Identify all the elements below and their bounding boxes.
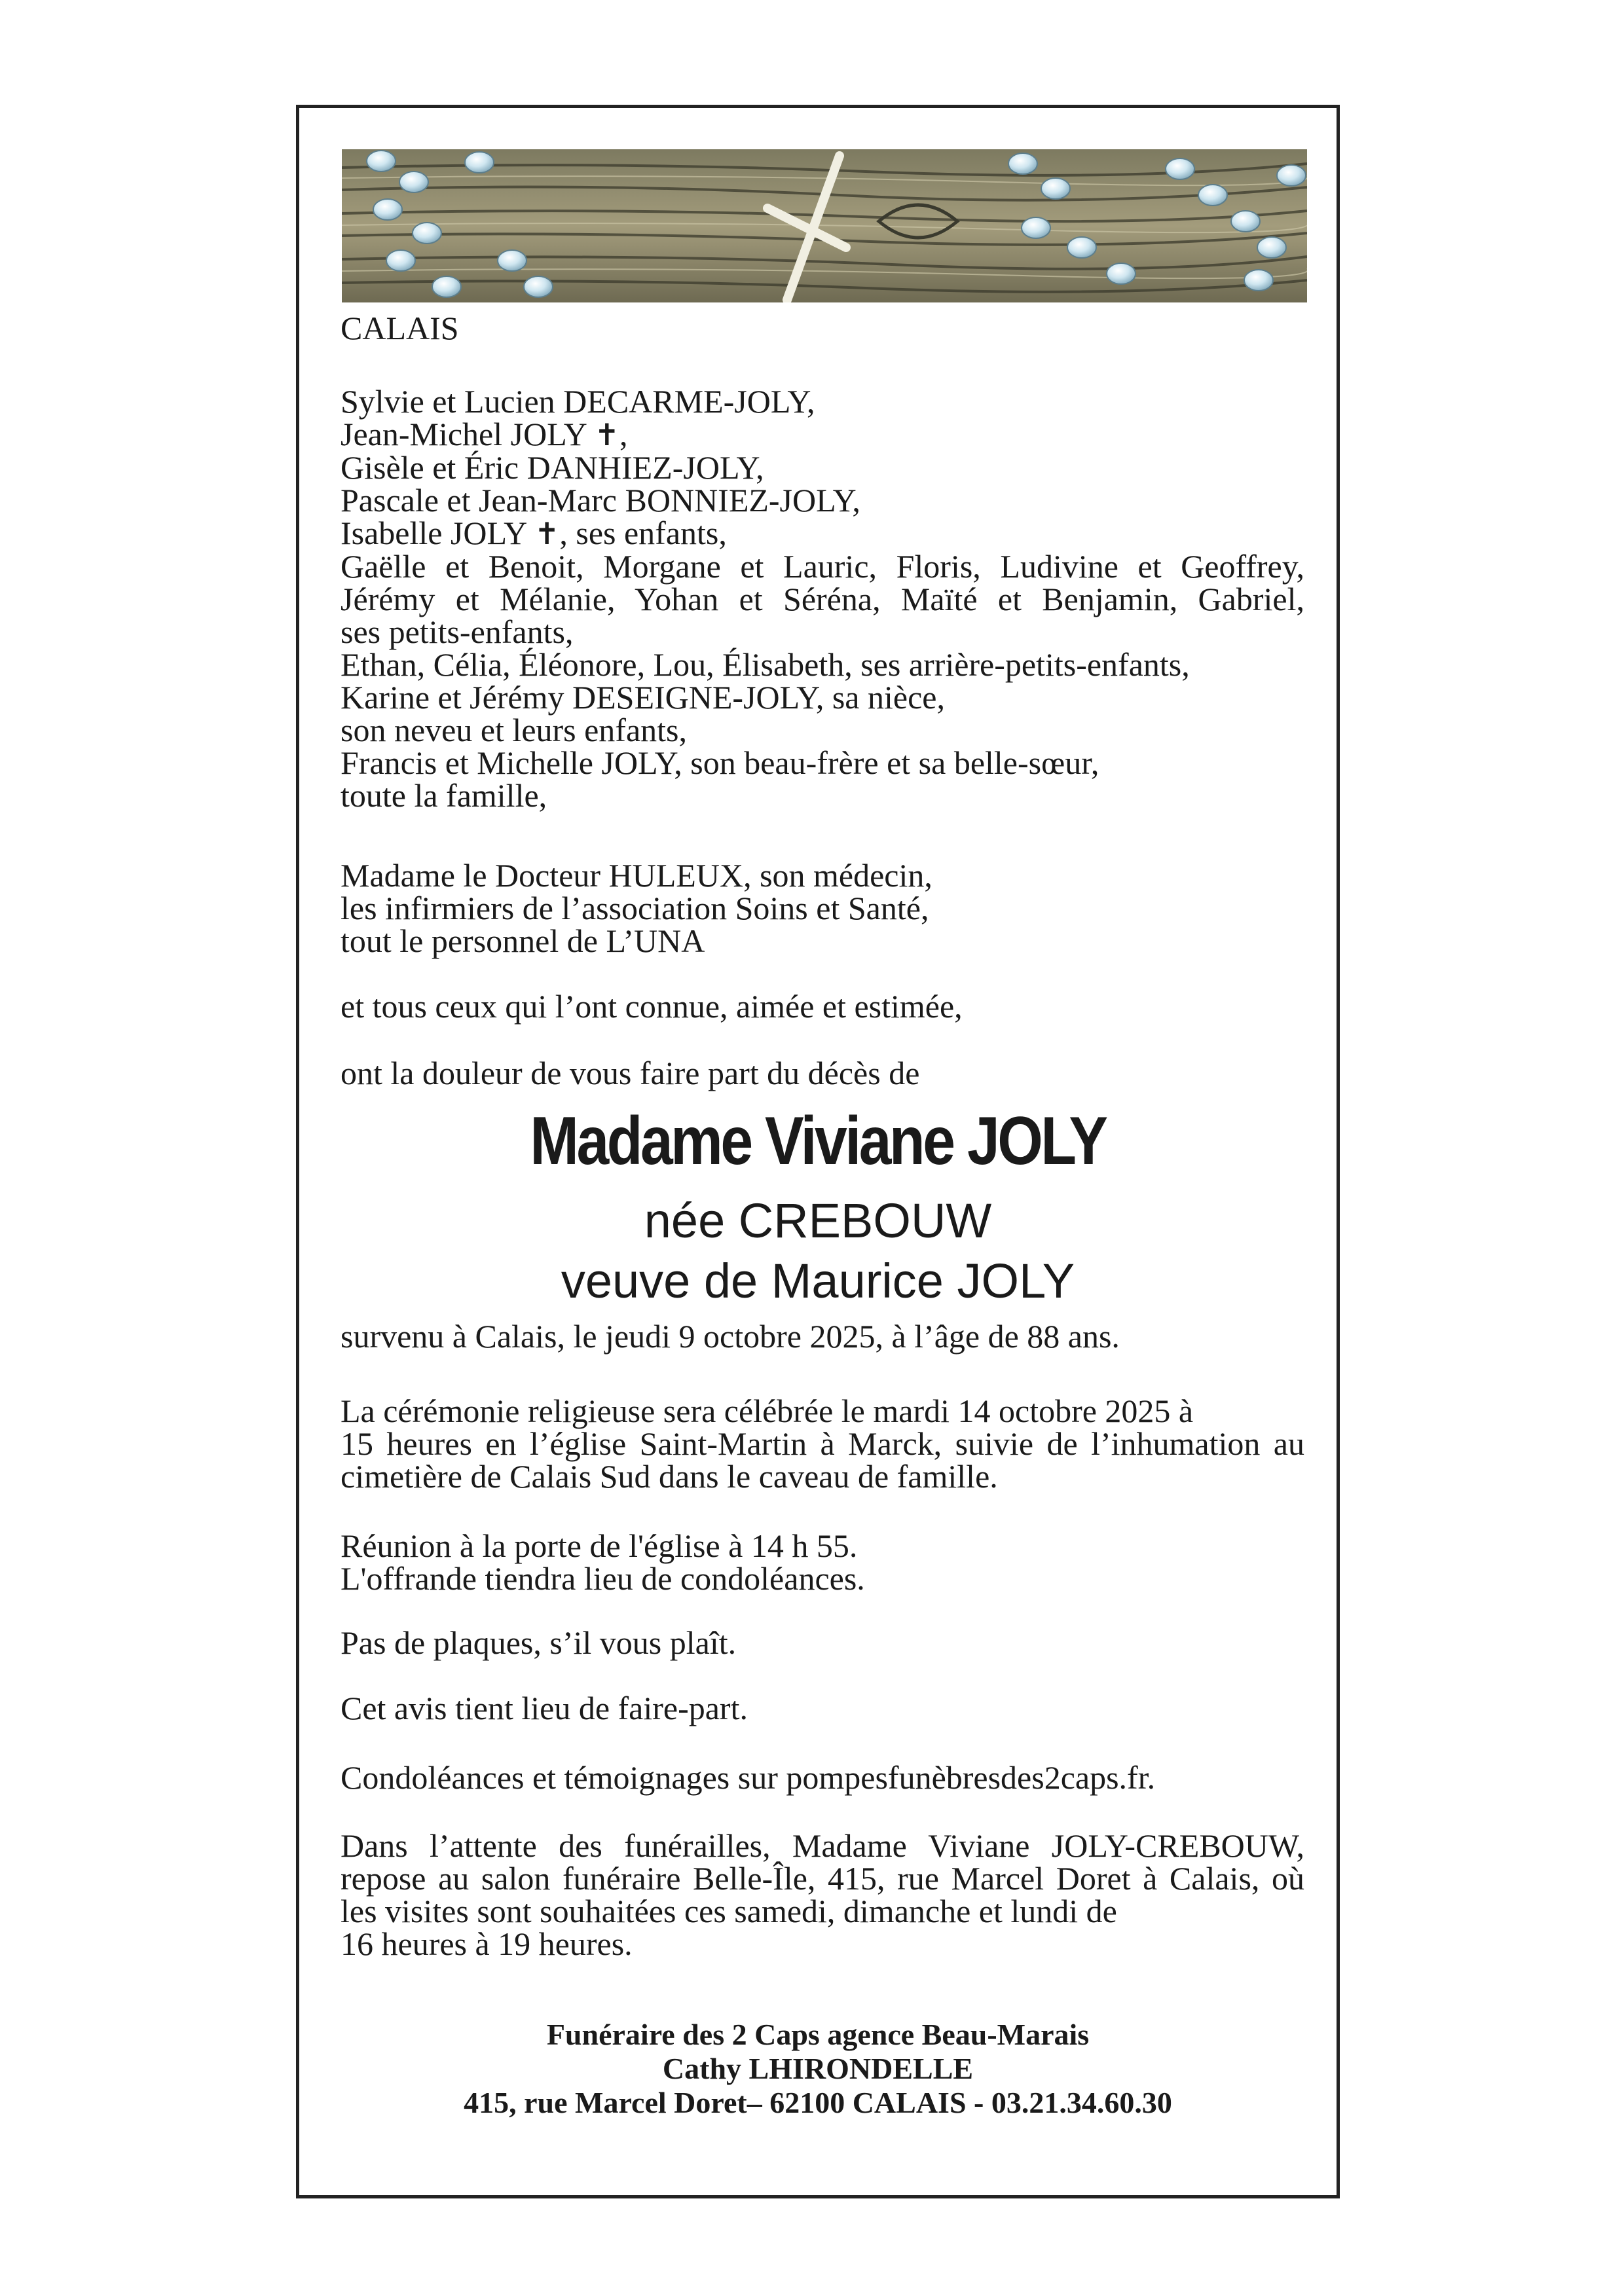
- family-line: Ethan, Célia, Éléonore, Lou, Élisabeth, ses arrière-petits-enfants,: [341, 646, 1190, 683]
- funeral-home-address: 415, rue Marcel Doret– 62100 CALAIS - 03.21.34.60.30: [464, 2086, 1172, 2119]
- deceased-widow-of: veuve de Maurice JOLY: [561, 1254, 1075, 1308]
- family-line: son neveu et leurs enfants,: [341, 712, 688, 748]
- family-line: Pascale et Jean-Marc BONNIEZ-JOLY,: [341, 482, 860, 519]
- family-line: Gisèle et Éric DANHIEZ-JOLY,: [341, 449, 764, 486]
- family-line-end: ,: [619, 416, 628, 452]
- care-line: les infirmiers de l’association Soins et Santé,: [341, 890, 929, 926]
- family-name: Jean-Michel JOLY: [341, 416, 586, 452]
- family-line: Karine et Jérémy DESEIGNE-JOLY, sa nièce,: [341, 679, 945, 716]
- family-line: [341, 517, 1304, 550]
- cross-icon: ✝: [534, 516, 560, 551]
- care-list: [341, 859, 932, 957]
- funeral-home-contact: Cathy LHIRONDELLE: [662, 2052, 974, 2085]
- visit-line: Dans l’attente des funérailles, Madame Viviane JOLY-CREBOUW,: [341, 1827, 1304, 1864]
- visit-line: les visites sont souhaitées ces samedi, dimanche et lundi de: [341, 1893, 1117, 1929]
- family-line: [341, 418, 1304, 451]
- death-line: survenu à Calais, le jeudi 9 octobre 2025, à l’âge de 88 ans.: [341, 1318, 1120, 1355]
- family-line: Jérémy et Mélanie, Yohan et Séréna, Maïté et Benjamin, Gabriel,: [341, 581, 1304, 617]
- announce-line: ont la douleur de vous faire part du décès de: [341, 1055, 920, 1091]
- meeting-line: Réunion à la porte de l'église à 14 h 55.: [341, 1527, 858, 1564]
- family-line: Gaëlle et Benoit, Morgane et Lauric, Floris, Ludivine et Geoffrey,: [341, 548, 1304, 585]
- ceremony-line: La cérémonie religieuse sera célébrée le mardi 14 octobre 2025 à: [341, 1393, 1194, 1429]
- city-heading: CALAIS: [341, 310, 459, 346]
- family-line-end: , ses enfants,: [559, 515, 727, 551]
- rosary-banner-image: [342, 149, 1307, 302]
- condolences-line: Condoléances et témoignages sur pompesfunèbresdes2caps.fr.: [341, 1759, 1156, 1796]
- notice-line: Cet avis tient lieu de faire-part.: [341, 1690, 748, 1726]
- funeral-home-block: [296, 2018, 1340, 2120]
- cross-icon: ✝: [594, 417, 620, 452]
- family-line: Francis et Michelle JOLY, son beau-frère et sa belle-sœur,: [341, 744, 1099, 781]
- family-list: [341, 385, 1304, 812]
- family-line: Sylvie et Lucien DECARME-JOLY,: [341, 383, 815, 420]
- deceased-birth-name: née CREBOUW: [644, 1194, 992, 1248]
- family-line: ses petits-enfants,: [341, 613, 574, 650]
- ceremony-line: cimetière de Calais Sud dans le caveau de famille.: [341, 1458, 998, 1495]
- care-line: Madame le Docteur HULEUX, son médecin,: [341, 857, 932, 894]
- visit-paragraph: [341, 1829, 1304, 1960]
- deceased-name: Madame Viviane JOLY: [530, 1103, 1106, 1179]
- care-line: tout le personnel de L’UNA: [341, 922, 705, 959]
- visit-line: repose au salon funéraire Belle-Île, 415, rue Marcel Doret à Calais, où: [341, 1860, 1304, 1897]
- all-line: et tous ceux qui l’ont connue, aimée et estimée,: [341, 988, 963, 1025]
- funeral-home-name: Funéraire des 2 Caps agence Beau-Marais: [546, 2018, 1090, 2051]
- family-name: Isabelle JOLY: [341, 515, 526, 551]
- meeting-line: L'offrande tiendra lieu de condoléances.: [341, 1560, 865, 1597]
- ceremony-paragraph: [341, 1394, 1304, 1493]
- meeting-paragraph: [341, 1529, 865, 1595]
- plaques-line: Pas de plaques, s’il vous plaît.: [341, 1624, 737, 1661]
- ceremony-line: 15 heures en l’église Saint-Martin à Marck, suivie de l’inhumation au: [341, 1425, 1304, 1462]
- family-line: toute la famille,: [341, 777, 547, 814]
- visit-line: 16 heures à 19 heures.: [341, 1925, 633, 1962]
